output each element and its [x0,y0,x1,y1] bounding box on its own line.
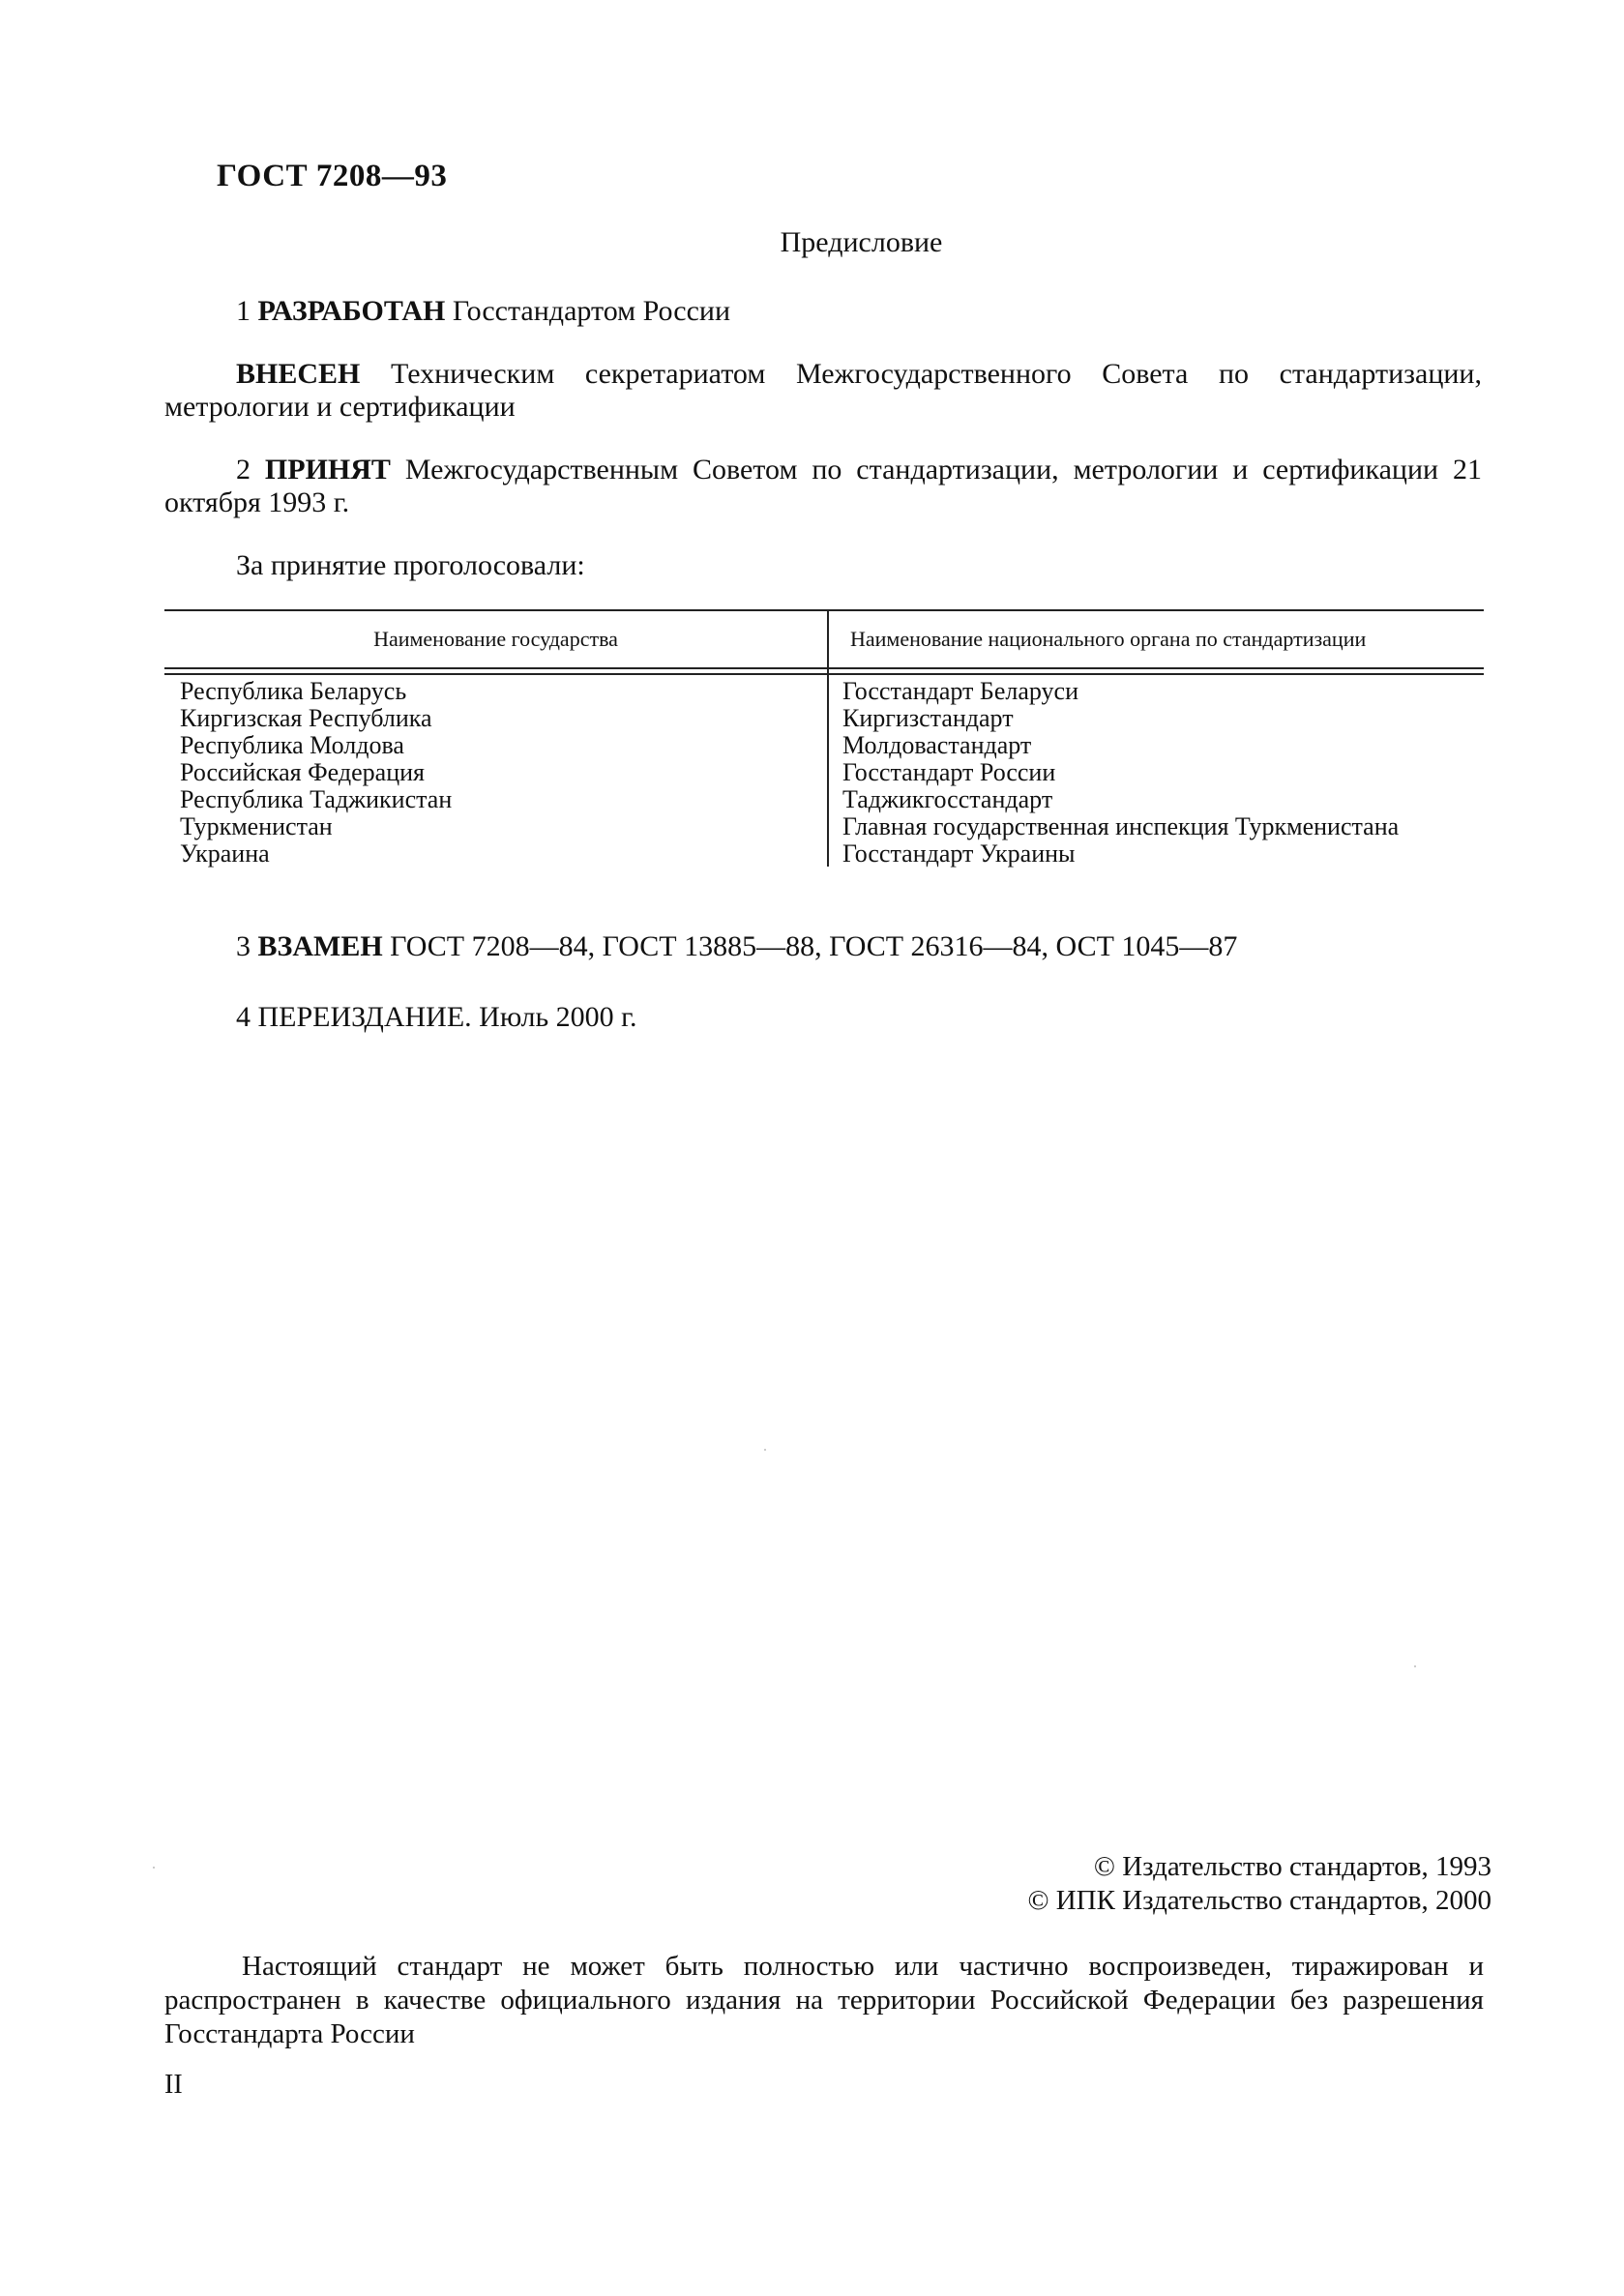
document-code: ГОСТ 7208—93 [217,159,448,193]
table-cell-body: Таджикгосстандарт [842,785,1053,813]
item-keyword: ВЗАМЕН [257,930,383,962]
item-keyword: РАЗРАБОТАН [257,295,446,327]
page-number: II [164,2070,183,2100]
voted-label: За принятие проголосовали: [236,549,585,581]
table-cell-body: Госстандарт России [842,758,1056,786]
states-column [164,678,827,868]
table-cell-body: Госстандарт Беларуси [842,677,1078,705]
column-divider [827,609,829,867]
item-introduced [164,358,1482,424]
item-developed [236,295,730,328]
copyright-block [1027,1850,1491,1918]
item-reissue: 4 ПЕРЕИЗДАНИЕ. Июль 2000 г. [236,1001,637,1033]
table-cell-body: Молдовастандарт [842,731,1032,759]
header-state: Наименование государства [373,627,618,651]
item-text: Техническим секретариатом Межгосударственного Совета по стандартизации, метрологии и сертификации [164,358,1482,423]
copyright-line: © Издательство стандартов, 1993 [1093,1851,1491,1882]
item-number: 3 [236,930,258,962]
item-keyword: ПРИНЯТ [264,454,391,486]
item-adopted [164,454,1482,519]
item-number: 2 [236,454,265,486]
scan-speck [764,1449,766,1451]
table-cell-state: Киргизская Республика [180,704,432,732]
header-body: Наименование национального органа по стандартизации [850,627,1367,651]
bodies-column [827,678,1484,868]
item-replaces [236,930,1237,963]
preface-title: Предисловие [780,226,943,258]
table-header-rule [164,667,1484,675]
item-keyword: ВНЕСЕН [236,358,361,390]
table-cell-body: Госстандарт Украины [842,839,1076,868]
table-cell-state: Российская Федерация [180,758,425,786]
table-cell-state: Республика Таджикистан [180,785,453,813]
table-cell-body: Киргизстандарт [842,704,1014,732]
table-cell-state: Туркменистан [180,812,333,840]
scan-speck [1414,1665,1416,1667]
item-text: Госстандартом России [445,295,731,327]
item-text: ГОСТ 7208—84, ГОСТ 13885—88, ГОСТ 26316—84, ОСТ 1045—87 [382,930,1238,962]
table-cell-state: Республика Беларусь [180,677,407,705]
table-cell-body: Главная государственная инспекция Туркменистана [842,812,1400,840]
reproduction-notice: Настоящий стандарт не может быть полностью или частично воспроизведен, тиражирован и распространен в качестве официального издания на территории Российской Федерации без разрешения Госстандарта России [164,1951,1484,2049]
item-number: 1 [236,295,258,327]
item-text: Межгосударственным Советом по стандартизации, метрологии и сертификации 21 октября 1993 г. [164,454,1482,518]
scan-speck [153,1867,155,1869]
table-header-row [164,611,1484,667]
table-body [164,675,1484,868]
table-cell-state: Украина [180,839,270,868]
table-cell-state: Республика Молдова [180,731,404,759]
copyright-line: © ИПК Издательство стандартов, 2000 [1027,1885,1491,1916]
voting-table [164,609,1484,868]
